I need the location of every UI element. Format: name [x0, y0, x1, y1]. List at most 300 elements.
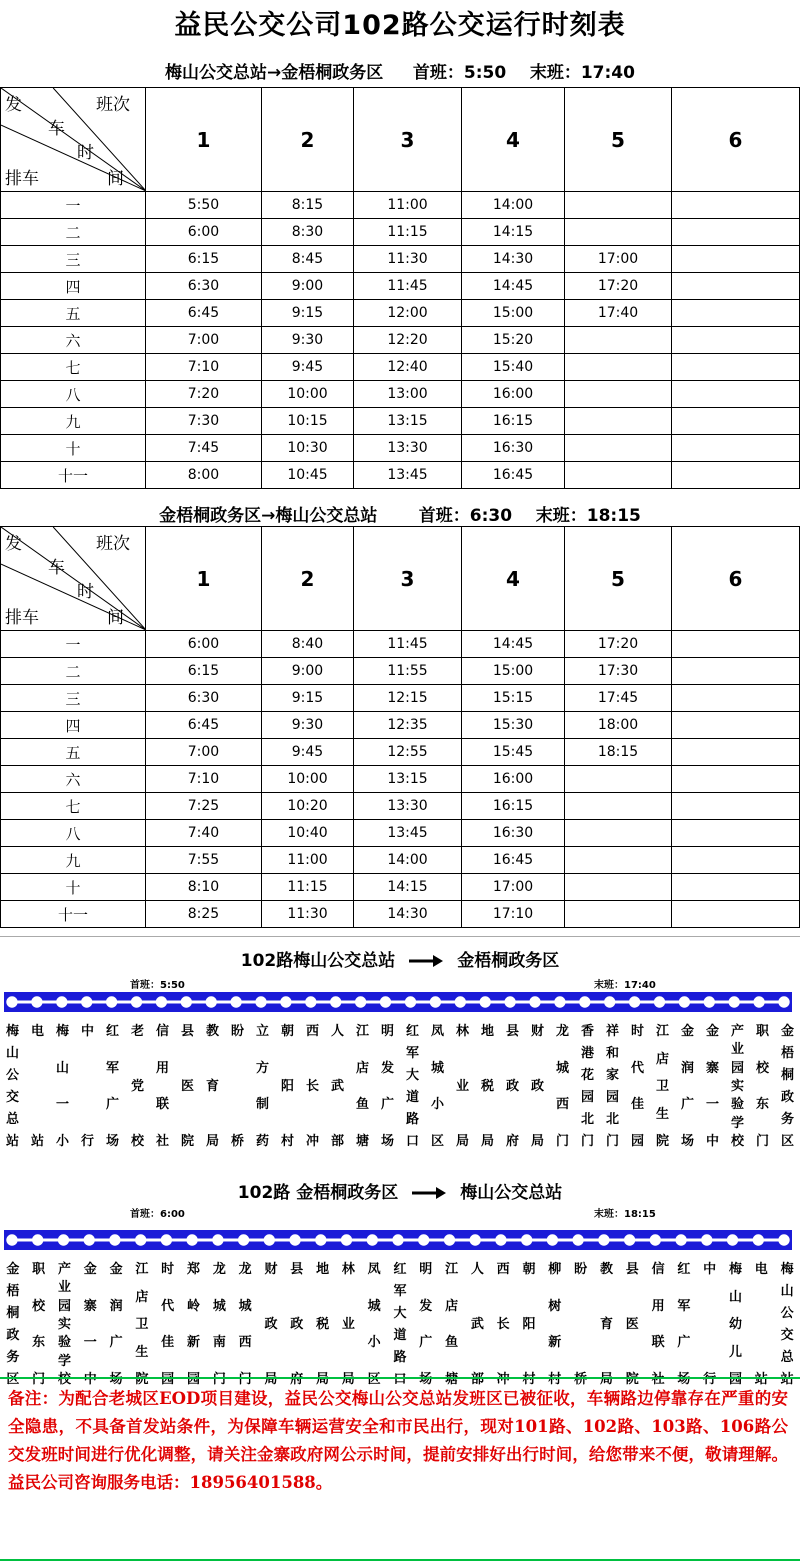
stop-dot [238, 1235, 248, 1245]
stop-name-char: 职 [755, 1024, 769, 1039]
stop-name-char: 店 [445, 1298, 459, 1314]
stop-dot [355, 997, 365, 1007]
stop-dot [522, 1235, 532, 1245]
departure-time-cell: 6:00 [146, 219, 262, 246]
stop-name [278, 1024, 298, 1159]
table-row [1, 300, 800, 327]
stop-name-char: 产 [730, 1024, 744, 1039]
stop-name-char: 军 [105, 1060, 119, 1076]
stop-name-char: 村 [280, 1134, 294, 1149]
departure-time-cell: 10:45 [262, 462, 354, 489]
stop-name-char: 广 [380, 1097, 394, 1113]
stop-name-char: 信 [651, 1262, 665, 1277]
departure-time-cell: 16:15 [462, 408, 565, 435]
first-bus-label: 首班：6:00 [130, 1209, 185, 1220]
stop-name-char: 柳 [548, 1262, 562, 1277]
row-sequence: 七 [1, 793, 146, 820]
departure-time-cell: 17:20 [565, 631, 672, 658]
stop-name-char: 生 [655, 1106, 669, 1122]
stop-name-char: 店 [135, 1289, 149, 1305]
stop-name-char: 局 [264, 1372, 278, 1387]
stop-name-char: 城 [555, 1060, 569, 1076]
stop-name-char: 业 [57, 1280, 71, 1296]
departure-time-cell: 13:00 [354, 381, 462, 408]
departure-time-cell: 10:00 [262, 766, 354, 793]
departure-time-cell: 13:15 [354, 766, 462, 793]
stop-dot [547, 1235, 557, 1245]
stop-name-char: 制 [255, 1097, 269, 1113]
departure-time-cell: 17:30 [565, 658, 672, 685]
stop-name-char: 祥 [605, 1024, 619, 1039]
stop-name-char: 红 [105, 1024, 119, 1039]
table-row [1, 847, 800, 874]
stop-dot [316, 1235, 326, 1245]
departure-time-cell: 11:45 [354, 273, 462, 300]
row-sequence: 三 [1, 685, 146, 712]
stop-name-char: 梅 [55, 1024, 69, 1039]
stop-name-char: 验 [730, 1097, 744, 1113]
stop-name-char: 局 [316, 1372, 330, 1387]
row-sequence: 二 [1, 219, 146, 246]
stop-name-char: 总 [780, 1350, 794, 1365]
departure-time-cell: 17:00 [462, 874, 565, 901]
departure-time-cell: 16:00 [462, 766, 565, 793]
row-sequence: 十一 [1, 462, 146, 489]
departure-time-cell [565, 408, 672, 435]
departure-time-cell [672, 381, 800, 408]
stop-name-char: 小 [367, 1335, 381, 1351]
stop-name-char: 东 [755, 1097, 769, 1113]
stop-name-char: 冲 [496, 1372, 510, 1387]
stop-name-char: 西 [305, 1024, 319, 1039]
route-2-title [0, 1178, 800, 1203]
departure-time-cell: 6:00 [146, 631, 262, 658]
route-line-graphic [4, 992, 792, 1012]
stop-name [303, 1024, 323, 1159]
stop-name-char: 业 [455, 1079, 469, 1094]
stop-name-char: 产 [57, 1262, 71, 1277]
departure-time-cell: 5:50 [146, 192, 262, 219]
stop-name-char: 实 [730, 1079, 744, 1094]
departure-time-cell: 17:10 [462, 901, 565, 928]
stop-name [378, 1024, 398, 1159]
stop-name-char: 路 [393, 1350, 407, 1365]
trip-column-header: 3 [354, 88, 462, 192]
stop-dot [605, 997, 615, 1007]
direction-label: 梅山公交总站→金梧桐政务区 [165, 63, 384, 83]
stop-name-char: 道 [405, 1090, 419, 1105]
stop-name-char: 行 [703, 1372, 717, 1387]
departure-time-cell: 15:15 [462, 685, 565, 712]
stop-dot [7, 1235, 17, 1245]
stop-name-char: 区 [367, 1372, 381, 1387]
stop-name-char: 医 [625, 1317, 639, 1332]
departure-time-cell: 9:30 [262, 712, 354, 739]
departure-time-cell: 16:45 [462, 462, 565, 489]
first-bus-label: 首班：6:30 [418, 506, 513, 526]
departure-time-cell: 11:00 [262, 847, 354, 874]
stop-name-char: 龙 [212, 1262, 226, 1277]
trip-column-header: 4 [462, 527, 565, 631]
stop-name-char: 林 [455, 1024, 469, 1039]
departure-time-cell: 9:15 [262, 300, 354, 327]
stop-dot [753, 1235, 763, 1245]
stop-name [403, 1024, 423, 1159]
stop-name-char: 场 [680, 1134, 694, 1149]
stop-name-char: 府 [505, 1134, 519, 1149]
stop-dot [444, 1235, 454, 1245]
departure-time-cell [672, 435, 800, 462]
stop-name-char: 桐 [6, 1306, 20, 1321]
row-sequence: 四 [1, 712, 146, 739]
stop-name-char: 公 [780, 1306, 794, 1321]
departure-time-cell: 9:00 [262, 273, 354, 300]
table-row [1, 192, 800, 219]
departure-time-cell: 15:00 [462, 658, 565, 685]
stop-name-char: 武 [330, 1079, 344, 1094]
stop-name-char: 验 [57, 1335, 71, 1351]
stop-name-char: 北 [605, 1112, 619, 1127]
departure-time-cell: 11:15 [262, 874, 354, 901]
stop-name-char: 大 [393, 1306, 407, 1321]
departure-time-cell [565, 327, 672, 354]
stop-name-char: 城 [238, 1298, 252, 1314]
stop-name-char: 立 [255, 1024, 269, 1039]
trip-column-header: 4 [462, 88, 565, 192]
stop-name-char: 院 [135, 1372, 149, 1387]
stop-name-char: 西 [496, 1262, 510, 1277]
trip-label: 班次 [96, 534, 130, 554]
stop-name-char: 药 [255, 1134, 269, 1149]
route-dest: 金梧桐政务区 [457, 951, 560, 971]
stop-name-char: 梅 [5, 1024, 19, 1039]
departure-time-cell: 8:15 [262, 192, 354, 219]
stop-name-char: 军 [393, 1284, 407, 1299]
route-dest: 梅山公交总站 [460, 1183, 563, 1203]
stop-name-char: 教 [599, 1262, 613, 1277]
stop-dot [702, 1235, 712, 1245]
stop-name-char: 幼 [728, 1317, 742, 1332]
departure-time-cell: 7:30 [146, 408, 262, 435]
departure-time-cell: 6:45 [146, 300, 262, 327]
departure-time-cell: 11:30 [354, 246, 462, 273]
departure-time-cell: 13:15 [354, 408, 462, 435]
stop-name-char: 明 [419, 1262, 433, 1277]
stop-dot [106, 997, 116, 1007]
stop-name-char: 生 [135, 1344, 149, 1360]
stop-name-char: 联 [155, 1097, 169, 1113]
stop-name-char: 财 [264, 1262, 278, 1277]
departure-time-cell: 13:45 [354, 462, 462, 489]
stop-name-char: 西 [555, 1097, 569, 1113]
stop-name [103, 1024, 123, 1159]
stop-dot [650, 1235, 660, 1245]
stop-dot [704, 997, 714, 1007]
dep-label: 发 [5, 95, 22, 115]
departure-time-cell: 16:15 [462, 793, 565, 820]
stop-name [628, 1024, 648, 1159]
departure-time-cell: 15:40 [462, 354, 565, 381]
time-label: 间 [107, 169, 124, 189]
row-sequence: 八 [1, 820, 146, 847]
stop-name [778, 1024, 798, 1159]
table-row [1, 685, 800, 712]
stop-name [553, 1024, 573, 1159]
stop-name-char: 道 [393, 1328, 407, 1343]
row-sequence: 六 [1, 327, 146, 354]
stop-name-char: 交 [5, 1090, 19, 1105]
stop-name-char: 中 [80, 1024, 94, 1039]
departure-time-cell: 9:15 [262, 685, 354, 712]
departure-time-cell: 10:15 [262, 408, 354, 435]
table-row [1, 820, 800, 847]
row-sequence: 八 [1, 381, 146, 408]
departure-time-cell [565, 820, 672, 847]
stop-name-char: 军 [405, 1046, 419, 1061]
stop-name [453, 1024, 473, 1159]
stop-name [203, 1024, 223, 1159]
stop-dot [281, 997, 291, 1007]
departure-time-cell: 15:30 [462, 712, 565, 739]
stop-name-char: 联 [651, 1335, 665, 1351]
stop-name-char: 桥 [230, 1134, 244, 1149]
stop-dot [727, 1235, 737, 1245]
stop-name-char: 县 [180, 1024, 194, 1039]
stop-name-char: 园 [630, 1134, 644, 1149]
row-sequence: 十 [1, 435, 146, 462]
departure-time-cell: 13:30 [354, 793, 462, 820]
stop-name [503, 1024, 523, 1159]
notice [0, 1377, 800, 1561]
stop-name-char: 小 [430, 1097, 444, 1113]
stop-name-char: 花 [580, 1068, 594, 1083]
stop-name-char: 地 [316, 1262, 330, 1277]
stop-name-char: 校 [32, 1298, 46, 1314]
departure-time-cell: 14:30 [354, 901, 462, 928]
stop-name-char: 一 [55, 1097, 69, 1113]
divider [0, 936, 800, 937]
row-sequence: 六 [1, 766, 146, 793]
stop-name [478, 1024, 498, 1159]
time-label: 间 [107, 608, 124, 628]
stop-name-char: 总 [5, 1112, 19, 1127]
stop-name-char: 园 [57, 1298, 71, 1314]
first-bus-label: 首班：5:50 [130, 980, 185, 991]
departure-time-cell [672, 192, 800, 219]
stop-name-char: 新 [186, 1335, 200, 1351]
stop-name-char: 店 [655, 1051, 669, 1067]
stop-name-char: 部 [330, 1134, 344, 1149]
departure-time-cell: 14:00 [354, 847, 462, 874]
stop-name-char: 门 [555, 1134, 569, 1149]
stop-name-char: 发 [380, 1060, 394, 1076]
schedule-2-subtitle [0, 501, 800, 526]
stop-name-char: 中 [83, 1372, 97, 1387]
dep-label: 发 [5, 534, 22, 554]
departure-time-cell [672, 712, 800, 739]
departure-time-cell: 12:40 [354, 354, 462, 381]
departure-time-cell [565, 847, 672, 874]
stop-name-char: 信 [155, 1024, 169, 1039]
table-row [1, 739, 800, 766]
stop-name-char: 教 [205, 1024, 219, 1039]
stop-name-char: 税 [316, 1317, 330, 1332]
stop-name-char: 学 [730, 1115, 744, 1131]
stop-name-char: 村 [548, 1372, 562, 1387]
row-sequence: 一 [1, 631, 146, 658]
stop-name-char: 卫 [135, 1317, 149, 1332]
departure-time-cell: 12:35 [354, 712, 462, 739]
departure-time-cell [565, 874, 672, 901]
departure-time-cell [565, 901, 672, 928]
stop-name-char: 盼 [230, 1024, 244, 1039]
stop-name [53, 1024, 73, 1159]
stop-dot [161, 1235, 171, 1245]
table-row [1, 793, 800, 820]
stop-name-char: 政 [530, 1079, 544, 1094]
stop-name-char: 站 [5, 1134, 19, 1149]
departure-time-cell: 8:45 [262, 246, 354, 273]
departure-time-cell: 18:00 [565, 712, 672, 739]
departure-time-cell: 8:10 [146, 874, 262, 901]
stop-name-char: 党 [130, 1079, 144, 1094]
departure-time-cell: 14:45 [462, 631, 565, 658]
stop-list [0, 1024, 800, 1159]
row-sequence: 九 [1, 847, 146, 874]
stop-dot [676, 1235, 686, 1245]
stop-name-char: 老 [130, 1024, 144, 1039]
direction-label: 金梧桐政务区→梅山公交总站 [159, 506, 378, 526]
departure-time-cell [565, 381, 672, 408]
stop-name-char: 润 [109, 1298, 123, 1314]
stop-name-char: 政 [264, 1317, 278, 1332]
stop-dot [256, 997, 266, 1007]
stop-name-char: 佳 [161, 1335, 175, 1351]
stop-dot [455, 997, 465, 1007]
departure-time-cell [565, 192, 672, 219]
first-bus-label: 首班：5:50 [412, 63, 507, 83]
stop-name-char: 南 [212, 1335, 226, 1351]
stop-name-char: 红 [393, 1262, 407, 1277]
departure-time-cell: 10:20 [262, 793, 354, 820]
stop-dot [779, 997, 789, 1007]
stop-name-char: 电 [754, 1262, 768, 1277]
stop-name [128, 1024, 148, 1159]
departure-time-cell: 9:45 [262, 739, 354, 766]
departure-time-cell: 11:15 [354, 219, 462, 246]
stop-dot [779, 1235, 789, 1245]
stop-name-char: 城 [430, 1060, 444, 1076]
stop-name-char: 江 [655, 1024, 669, 1039]
stop-name-char: 园 [728, 1372, 742, 1387]
departure-time-cell: 17:00 [565, 246, 672, 273]
stop-name-char: 社 [651, 1372, 665, 1387]
stop-name-char: 西 [238, 1335, 252, 1351]
stop-name-char: 人 [330, 1024, 344, 1039]
departure-time-cell [672, 739, 800, 766]
stop-name-char: 店 [355, 1060, 369, 1076]
stop-dot [58, 1235, 68, 1245]
stop-name-char: 盼 [574, 1262, 588, 1277]
stop-dot [505, 997, 515, 1007]
stop-name-char: 塘 [445, 1372, 459, 1387]
departure-time-cell: 7:25 [146, 793, 262, 820]
stop-name-char: 山 [55, 1060, 69, 1076]
stop-name-char: 金 [705, 1024, 719, 1039]
departure-time-cell: 14:00 [462, 192, 565, 219]
arrow-right-icon [412, 1186, 446, 1200]
stop-name-char: 凤 [367, 1262, 381, 1277]
stop-dot [156, 997, 166, 1007]
stop-name-char: 龙 [555, 1024, 569, 1039]
stop-name-char: 广 [105, 1097, 119, 1113]
stop-name-char: 江 [355, 1024, 369, 1039]
row-sequence: 九 [1, 408, 146, 435]
departure-time-cell [565, 462, 672, 489]
departure-time-cell: 7:40 [146, 820, 262, 847]
stop-name-char: 佳 [630, 1097, 644, 1113]
stop-name-char: 政 [6, 1328, 20, 1343]
departure-time-cell: 8:00 [146, 462, 262, 489]
stop-name-char: 县 [290, 1262, 304, 1277]
stop-name-char: 站 [30, 1134, 44, 1149]
stop-name-char: 梅 [780, 1262, 794, 1277]
order-label: 排车 [5, 608, 39, 628]
stop-name-char: 门 [605, 1134, 619, 1149]
stop-name-char: 财 [530, 1024, 544, 1039]
table-row [1, 658, 800, 685]
stop-name-char: 金 [6, 1262, 20, 1277]
stop-dot [131, 997, 141, 1007]
stop-name-char: 交 [780, 1328, 794, 1343]
stop-dot [231, 997, 241, 1007]
stop-dot [264, 1235, 274, 1245]
stop-name [3, 1024, 23, 1159]
stop-name-char: 金 [680, 1024, 694, 1039]
stop-name-char: 站 [754, 1372, 768, 1387]
stop-name-char: 郑 [186, 1262, 200, 1277]
stop-name-char: 北 [580, 1112, 594, 1127]
stop-name-char: 桥 [574, 1372, 588, 1387]
stop-name-char: 金 [109, 1262, 123, 1277]
stop-dot [84, 1235, 94, 1245]
departure-time-cell [565, 435, 672, 462]
timetable-2 [0, 526, 800, 928]
departure-time-cell: 14:30 [462, 246, 565, 273]
stop-name [653, 1024, 673, 1159]
departure-time-cell: 7:00 [146, 739, 262, 766]
stop-dot [33, 1235, 43, 1245]
stop-dot [624, 1235, 634, 1245]
departure-time-cell: 7:20 [146, 381, 262, 408]
departure-time-cell: 14:15 [462, 219, 565, 246]
stop-name-char: 园 [161, 1372, 175, 1387]
notice-text: 备注：为配合老城区EOD项目建设，益民公交梅山公交总站发班区已被征收，车辆路边停靠存在严重的安全隐患，不具备首发站条件，为保障车辆运营安全和市民出行，现对101路、102路、103路、106路公交发班时间进行优化调整，请关注金寨政府网公示时间，提前安排好出行时间，给您带来不便，敬请理解。 益民公司咨询服务电话：18956401588。 [8, 1389, 788, 1492]
stop-name-char: 朝 [522, 1262, 536, 1277]
table-row [1, 381, 800, 408]
stop-name-char: 人 [470, 1262, 484, 1277]
stop-name-char: 场 [109, 1372, 123, 1387]
stop-name-char: 口 [393, 1372, 407, 1387]
departure-time-cell: 10:40 [262, 820, 354, 847]
stop-name-char: 港 [580, 1046, 594, 1061]
stop-dot [341, 1235, 351, 1245]
departure-time-cell: 6:15 [146, 658, 262, 685]
departure-time-cell: 7:10 [146, 354, 262, 381]
departure-time-cell [672, 658, 800, 685]
row-sequence: 五 [1, 739, 146, 766]
departure-time-cell [672, 847, 800, 874]
